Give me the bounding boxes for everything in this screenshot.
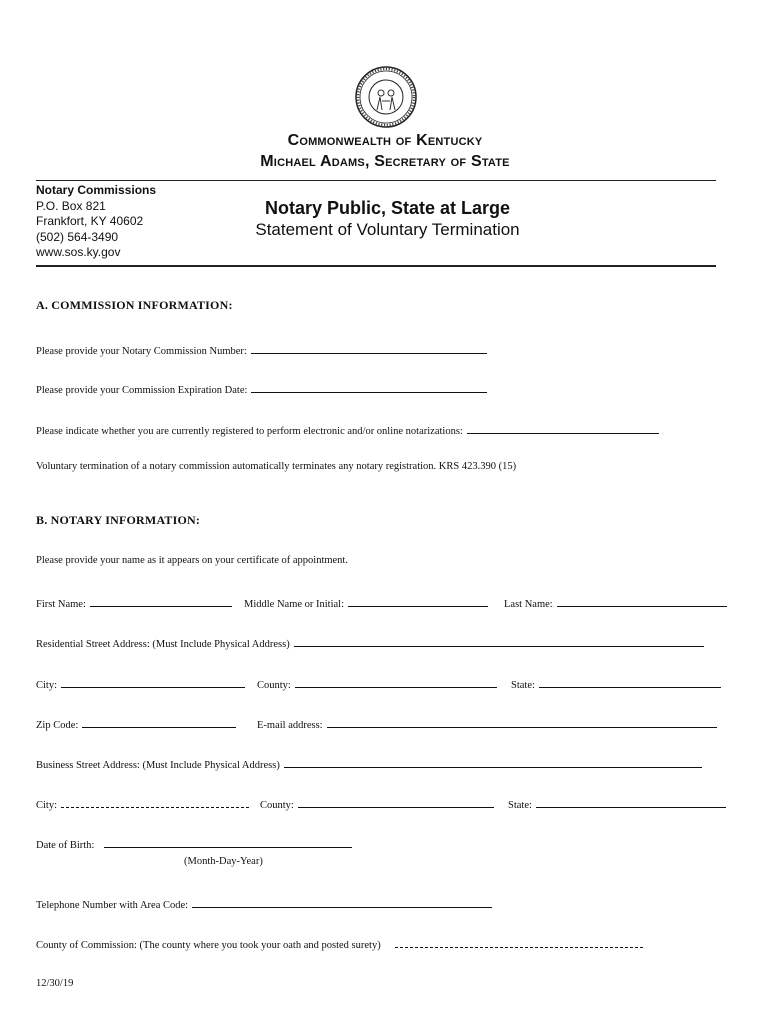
telephone-label: Telephone Number with Area Code: <box>36 900 189 911</box>
electronic-registration-row <box>36 422 659 437</box>
commission-number-field[interactable] <box>251 342 487 354</box>
section-a-heading: A. COMMISSION INFORMATION: <box>36 298 233 312</box>
business-address-row <box>36 756 702 771</box>
residential-county-label: County: <box>257 680 291 691</box>
business-address-field[interactable] <box>284 756 702 768</box>
residential-city-row <box>36 676 245 691</box>
form-subtitle: Statement of Voluntary Termination <box>255 220 520 239</box>
office-name: Notary Commissions <box>36 183 157 197</box>
office-city-state-zip: Frankfort, KY 40602 <box>36 214 144 228</box>
last-name-field[interactable] <box>557 595 727 607</box>
expiration-date-label: Please provide your Commission Expiration Date: <box>36 385 248 396</box>
email-field[interactable] <box>327 716 717 728</box>
date-of-birth-field[interactable] <box>104 836 352 848</box>
business-city-label: City: <box>36 800 58 811</box>
business-city-row <box>36 796 249 811</box>
expiration-date-row <box>36 381 487 396</box>
telephone-field[interactable] <box>192 896 492 908</box>
residential-state-row <box>511 676 721 691</box>
first-name-row <box>36 595 232 610</box>
expiration-date-field[interactable] <box>251 381 487 393</box>
residential-address-field[interactable] <box>294 635 704 647</box>
residential-county-field[interactable] <box>295 676 497 688</box>
office-address-block <box>36 183 156 261</box>
business-county-field[interactable] <box>298 796 494 808</box>
office-website[interactable]: www.sos.ky.gov <box>36 245 121 259</box>
form-revision-date: 12/30/19 <box>36 978 74 989</box>
business-county-label: County: <box>260 800 294 811</box>
business-county-row <box>260 796 494 811</box>
zip-code-row <box>36 716 236 731</box>
header-rule-top <box>36 180 716 181</box>
zip-code-label: Zip Code: <box>36 720 79 731</box>
agency-name: Commonwealth of Kentucky <box>287 132 483 149</box>
business-state-row <box>508 796 726 811</box>
middle-name-label: Middle Name or Initial: <box>244 599 345 610</box>
last-name-label: Last Name: <box>504 599 553 610</box>
business-city-field[interactable] <box>61 796 249 808</box>
zip-code-field[interactable] <box>82 716 236 728</box>
date-of-birth-format: (Month-Day-Year) <box>184 856 263 867</box>
residential-state-label: State: <box>511 680 535 691</box>
secretary-name: Michael Adams, Secretary of State <box>260 153 510 170</box>
name-instruction: Please provide your name as it appears on your certificate of appointment. <box>36 555 348 566</box>
date-of-birth-row <box>36 836 352 851</box>
email-label: E-mail address: <box>257 720 323 731</box>
office-phone: (502) 564-3490 <box>36 229 119 244</box>
residential-address-row <box>36 635 704 650</box>
county-of-commission-label: County of Commission: (The county where you took your oath and posted surety) <box>36 940 381 951</box>
electronic-registration-label: Please indicate whether you are currently registered to perform electronic and/or online notarizations: <box>36 426 463 437</box>
county-of-commission-field[interactable] <box>395 936 643 948</box>
residential-city-label: City: <box>36 680 58 691</box>
middle-name-row <box>244 595 488 610</box>
county-of-commission-row <box>36 936 643 951</box>
email-row <box>257 716 717 731</box>
last-name-row <box>504 595 727 610</box>
residential-state-field[interactable] <box>539 676 721 688</box>
business-address-label: Business Street Address: (Must Include Physical Address) <box>36 760 280 771</box>
termination-notice: Voluntary termination of a notary commission automatically terminates any notary registration. KRS 423.390 (15) <box>36 461 517 472</box>
residential-county-row <box>257 676 497 691</box>
first-name-label: First Name: <box>36 599 86 610</box>
middle-name-field[interactable] <box>348 595 488 607</box>
business-state-field[interactable] <box>536 796 726 808</box>
residential-city-field[interactable] <box>61 676 245 688</box>
residential-address-label: Residential Street Address: (Must Include Physical Address) <box>36 639 290 650</box>
business-state-label: State: <box>508 800 532 811</box>
office-po-box: P.O. Box 821 <box>36 198 106 213</box>
date-of-birth-label: Date of Birth: <box>36 840 95 851</box>
kentucky-seal-icon <box>355 66 417 128</box>
electronic-registration-field[interactable] <box>467 422 659 434</box>
commission-number-row <box>36 342 487 357</box>
telephone-row <box>36 896 492 911</box>
form-title: Notary Public, State at Large <box>264 198 511 218</box>
commission-number-label: Please provide your Notary Commission Number: <box>36 346 247 357</box>
first-name-field[interactable] <box>90 595 232 607</box>
section-b-heading: B. NOTARY INFORMATION: <box>36 513 201 527</box>
header-rule-bottom <box>36 265 716 267</box>
